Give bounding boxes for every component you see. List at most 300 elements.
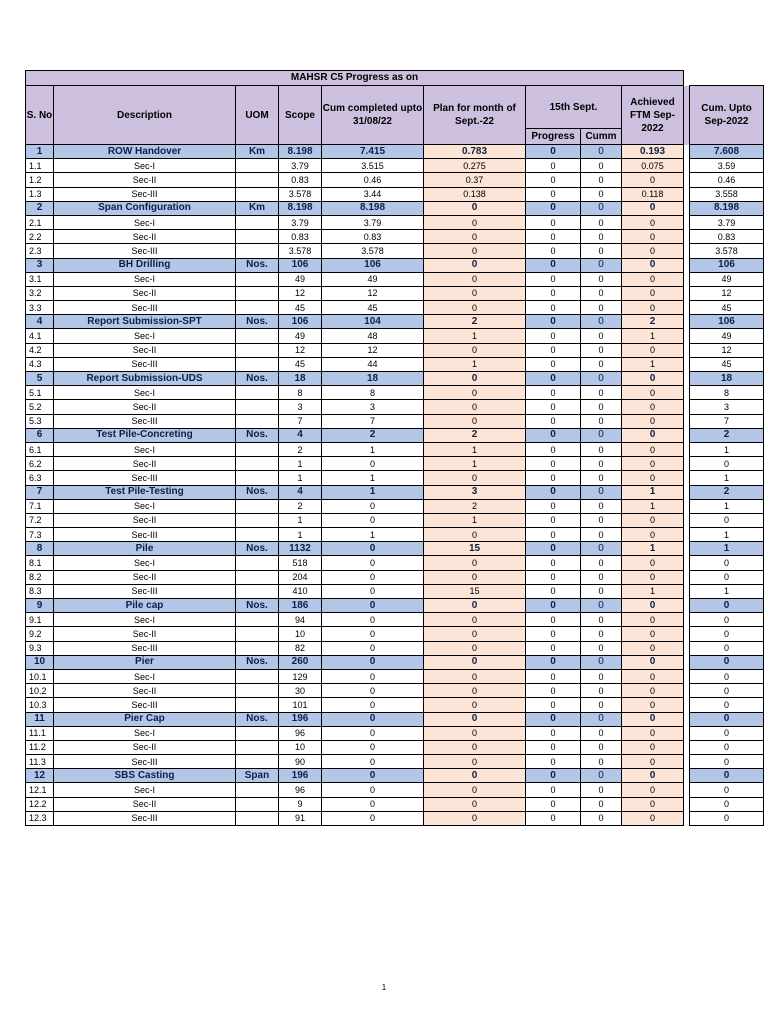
row-scope: 410 bbox=[279, 584, 322, 598]
row-uom bbox=[236, 627, 279, 641]
row-cum-upto: 49 bbox=[690, 272, 764, 286]
row-plan: 1 bbox=[424, 357, 526, 371]
item-cum-upto: 0 bbox=[690, 769, 764, 783]
row-cumm: 0 bbox=[581, 584, 622, 598]
row-cumm: 0 bbox=[581, 159, 622, 173]
row-achieved: 0 bbox=[622, 286, 684, 300]
row-cumm: 0 bbox=[581, 528, 622, 542]
table-row bbox=[26, 230, 764, 244]
row-scope: 1 bbox=[279, 513, 322, 527]
row-achieved: 0 bbox=[622, 684, 684, 698]
row-scope: 12 bbox=[279, 286, 322, 300]
row-uom bbox=[236, 797, 279, 811]
header-achieved: Achieved FTM Sep-2022 bbox=[622, 86, 684, 145]
row-cum-upto: 7 bbox=[690, 414, 764, 428]
row-plan: 0 bbox=[424, 740, 526, 754]
item-plan: 3 bbox=[424, 485, 526, 499]
item-uom: Km bbox=[236, 145, 279, 159]
row-scope: 518 bbox=[279, 556, 322, 570]
row-cum-upto: 3 bbox=[690, 400, 764, 414]
row-cum-completed: 12 bbox=[322, 286, 424, 300]
item-cum-completed: 2 bbox=[322, 428, 424, 442]
row-number: 12.1 bbox=[26, 783, 54, 797]
header-row bbox=[26, 86, 764, 129]
row-number: 5.1 bbox=[26, 386, 54, 400]
row-number: 5.3 bbox=[26, 414, 54, 428]
row-achieved: 0 bbox=[622, 740, 684, 754]
row-cumm: 0 bbox=[581, 357, 622, 371]
row-achieved: 0 bbox=[622, 442, 684, 456]
row-cumm: 0 bbox=[581, 244, 622, 258]
row-progress: 0 bbox=[526, 159, 581, 173]
row-cumm: 0 bbox=[581, 329, 622, 343]
row-cum-completed: 0 bbox=[322, 499, 424, 513]
item-cum-completed: 106 bbox=[322, 258, 424, 272]
row-uom bbox=[236, 442, 279, 456]
row-plan: 0 bbox=[424, 613, 526, 627]
row-cum-upto: 3.558 bbox=[690, 187, 764, 201]
row-number: 8.2 bbox=[26, 570, 54, 584]
table-row bbox=[26, 641, 764, 655]
row-progress: 0 bbox=[526, 329, 581, 343]
row-progress: 0 bbox=[526, 343, 581, 357]
item-description: Pile cap bbox=[54, 599, 236, 613]
item-scope: 8.198 bbox=[279, 145, 322, 159]
row-uom bbox=[236, 783, 279, 797]
progress-table bbox=[25, 70, 764, 826]
item-achieved: 0 bbox=[622, 769, 684, 783]
row-achieved: 1 bbox=[622, 329, 684, 343]
row-cumm: 0 bbox=[581, 343, 622, 357]
row-achieved: 0 bbox=[622, 528, 684, 542]
row-cum-upto: 0 bbox=[690, 684, 764, 698]
row-scope: 2 bbox=[279, 499, 322, 513]
table-row bbox=[26, 556, 764, 570]
item-cum-upto: 2 bbox=[690, 428, 764, 442]
row-scope: 94 bbox=[279, 613, 322, 627]
row-section: Sec-I bbox=[54, 442, 236, 456]
row-cumm: 0 bbox=[581, 698, 622, 712]
row-progress: 0 bbox=[526, 286, 581, 300]
row-uom bbox=[236, 698, 279, 712]
row-plan: 0 bbox=[424, 641, 526, 655]
item-cumm: 0 bbox=[581, 542, 622, 556]
row-cum-upto: 0 bbox=[690, 755, 764, 769]
item-cumm: 0 bbox=[581, 769, 622, 783]
item-cum-upto: 106 bbox=[690, 315, 764, 329]
row-plan: 0 bbox=[424, 471, 526, 485]
row-section: Sec-II bbox=[54, 343, 236, 357]
row-scope: 8 bbox=[279, 386, 322, 400]
row-cum-completed: 0 bbox=[322, 783, 424, 797]
item-scope: 186 bbox=[279, 599, 322, 613]
item-cumm: 0 bbox=[581, 145, 622, 159]
row-progress: 0 bbox=[526, 414, 581, 428]
row-section: Sec-III bbox=[54, 471, 236, 485]
item-achieved: 1 bbox=[622, 485, 684, 499]
item-plan: 0 bbox=[424, 599, 526, 613]
row-achieved: 0 bbox=[622, 669, 684, 683]
item-number: 9 bbox=[26, 599, 54, 613]
row-progress: 0 bbox=[526, 755, 581, 769]
row-uom bbox=[236, 329, 279, 343]
item-progress: 0 bbox=[526, 372, 581, 386]
row-scope: 82 bbox=[279, 641, 322, 655]
item-cum-completed: 0 bbox=[322, 599, 424, 613]
row-scope: 0.83 bbox=[279, 173, 322, 187]
row-plan: 0 bbox=[424, 556, 526, 570]
row-section: Sec-I bbox=[54, 726, 236, 740]
row-uom bbox=[236, 457, 279, 471]
row-cum-completed: 0 bbox=[322, 684, 424, 698]
row-progress: 0 bbox=[526, 400, 581, 414]
item-uom: Nos. bbox=[236, 372, 279, 386]
table-row bbox=[26, 272, 764, 286]
item-achieved: 0 bbox=[622, 599, 684, 613]
row-number: 12.2 bbox=[26, 797, 54, 811]
table-row bbox=[26, 797, 764, 811]
row-progress: 0 bbox=[526, 471, 581, 485]
row-cumm: 0 bbox=[581, 641, 622, 655]
row-scope: 1 bbox=[279, 528, 322, 542]
row-section: Sec-II bbox=[54, 513, 236, 527]
row-cum-upto: 0 bbox=[690, 783, 764, 797]
table-row bbox=[26, 726, 764, 740]
row-cumm: 0 bbox=[581, 684, 622, 698]
item-uom: Nos. bbox=[236, 712, 279, 726]
item-cum-upto: 2 bbox=[690, 485, 764, 499]
item-plan: 0.783 bbox=[424, 145, 526, 159]
item-plan: 0 bbox=[424, 769, 526, 783]
row-uom bbox=[236, 740, 279, 754]
row-cumm: 0 bbox=[581, 187, 622, 201]
item-achieved: 2 bbox=[622, 315, 684, 329]
row-progress: 0 bbox=[526, 613, 581, 627]
row-plan: 0 bbox=[424, 301, 526, 315]
row-cum-completed: 8 bbox=[322, 386, 424, 400]
row-cum-upto: 0 bbox=[690, 613, 764, 627]
item-cum-completed: 0 bbox=[322, 769, 424, 783]
item-number: 6 bbox=[26, 428, 54, 442]
row-number: 8.1 bbox=[26, 556, 54, 570]
row-scope: 1 bbox=[279, 471, 322, 485]
table-row bbox=[26, 329, 764, 343]
row-uom bbox=[236, 230, 279, 244]
item-description: Report Submission-SPT bbox=[54, 315, 236, 329]
row-plan: 1 bbox=[424, 513, 526, 527]
row-progress: 0 bbox=[526, 513, 581, 527]
row-plan: 0 bbox=[424, 669, 526, 683]
row-section: Sec-III bbox=[54, 244, 236, 258]
item-number: 8 bbox=[26, 542, 54, 556]
row-plan: 0 bbox=[424, 570, 526, 584]
row-achieved: 0 bbox=[622, 627, 684, 641]
row-progress: 0 bbox=[526, 215, 581, 229]
group-row bbox=[26, 201, 764, 215]
row-cum-completed: 0 bbox=[322, 797, 424, 811]
row-uom bbox=[236, 301, 279, 315]
group-row bbox=[26, 145, 764, 159]
row-achieved: 1 bbox=[622, 499, 684, 513]
row-cum-upto: 0 bbox=[690, 811, 764, 825]
table-row bbox=[26, 811, 764, 825]
row-number: 6.1 bbox=[26, 442, 54, 456]
row-progress: 0 bbox=[526, 584, 581, 598]
row-cum-completed: 3.515 bbox=[322, 159, 424, 173]
row-section: Sec-II bbox=[54, 797, 236, 811]
item-cumm: 0 bbox=[581, 201, 622, 215]
row-plan: 0 bbox=[424, 272, 526, 286]
row-cum-upto: 0 bbox=[690, 570, 764, 584]
row-uom bbox=[236, 386, 279, 400]
table-row bbox=[26, 386, 764, 400]
table-row bbox=[26, 627, 764, 641]
row-plan: 0 bbox=[424, 684, 526, 698]
row-progress: 0 bbox=[526, 783, 581, 797]
header-uom: UOM bbox=[236, 86, 279, 145]
row-progress: 0 bbox=[526, 357, 581, 371]
group-row bbox=[26, 712, 764, 726]
item-scope: 8.198 bbox=[279, 201, 322, 215]
group-row bbox=[26, 315, 764, 329]
table-row bbox=[26, 499, 764, 513]
row-uom bbox=[236, 471, 279, 485]
item-plan: 0 bbox=[424, 655, 526, 669]
row-section: Sec-I bbox=[54, 613, 236, 627]
header-progress: Progress bbox=[526, 129, 581, 145]
row-cumm: 0 bbox=[581, 400, 622, 414]
row-achieved: 0 bbox=[622, 613, 684, 627]
row-cumm: 0 bbox=[581, 471, 622, 485]
row-scope: 1 bbox=[279, 457, 322, 471]
item-cumm: 0 bbox=[581, 485, 622, 499]
row-scope: 204 bbox=[279, 570, 322, 584]
group-row bbox=[26, 599, 764, 613]
row-number: 11.3 bbox=[26, 755, 54, 769]
row-scope: 96 bbox=[279, 783, 322, 797]
item-progress: 0 bbox=[526, 655, 581, 669]
row-uom bbox=[236, 272, 279, 286]
row-scope: 3.79 bbox=[279, 215, 322, 229]
row-section: Sec-II bbox=[54, 627, 236, 641]
item-number: 11 bbox=[26, 712, 54, 726]
row-cumm: 0 bbox=[581, 230, 622, 244]
row-scope: 96 bbox=[279, 726, 322, 740]
row-achieved: 1 bbox=[622, 357, 684, 371]
row-number: 11.1 bbox=[26, 726, 54, 740]
row-cumm: 0 bbox=[581, 272, 622, 286]
row-section: Sec-II bbox=[54, 740, 236, 754]
item-description: Pier Cap bbox=[54, 712, 236, 726]
item-achieved: 0 bbox=[622, 712, 684, 726]
row-cumm: 0 bbox=[581, 627, 622, 641]
row-cum-upto: 0 bbox=[690, 726, 764, 740]
item-scope: 1132 bbox=[279, 542, 322, 556]
row-section: Sec-III bbox=[54, 187, 236, 201]
row-uom bbox=[236, 669, 279, 683]
row-plan: 0 bbox=[424, 400, 526, 414]
item-number: 3 bbox=[26, 258, 54, 272]
row-section: Sec-II bbox=[54, 400, 236, 414]
row-cumm: 0 bbox=[581, 215, 622, 229]
row-progress: 0 bbox=[526, 244, 581, 258]
item-plan: 0 bbox=[424, 201, 526, 215]
row-section: Sec-II bbox=[54, 684, 236, 698]
item-plan: 2 bbox=[424, 315, 526, 329]
row-progress: 0 bbox=[526, 726, 581, 740]
table-row bbox=[26, 528, 764, 542]
item-achieved: 0 bbox=[622, 201, 684, 215]
row-number: 1.2 bbox=[26, 173, 54, 187]
row-cum-completed: 45 bbox=[322, 301, 424, 315]
row-uom bbox=[236, 755, 279, 769]
item-progress: 0 bbox=[526, 599, 581, 613]
row-number: 11.2 bbox=[26, 740, 54, 754]
row-plan: 0 bbox=[424, 811, 526, 825]
table-row bbox=[26, 740, 764, 754]
group-row bbox=[26, 542, 764, 556]
row-progress: 0 bbox=[526, 556, 581, 570]
table-row bbox=[26, 159, 764, 173]
table-row bbox=[26, 783, 764, 797]
row-cumm: 0 bbox=[581, 457, 622, 471]
row-uom bbox=[236, 414, 279, 428]
row-cum-completed: 0 bbox=[322, 740, 424, 754]
row-number: 9.1 bbox=[26, 613, 54, 627]
group-row bbox=[26, 428, 764, 442]
table-row bbox=[26, 584, 764, 598]
row-cum-upto: 3.79 bbox=[690, 215, 764, 229]
group-row bbox=[26, 769, 764, 783]
row-scope: 45 bbox=[279, 301, 322, 315]
row-section: Sec-I bbox=[54, 499, 236, 513]
row-scope: 10 bbox=[279, 740, 322, 754]
row-achieved: 0 bbox=[622, 386, 684, 400]
row-section: Sec-I bbox=[54, 556, 236, 570]
row-scope: 3 bbox=[279, 400, 322, 414]
row-achieved: 0 bbox=[622, 457, 684, 471]
group-row bbox=[26, 258, 764, 272]
row-cum-completed: 3.44 bbox=[322, 187, 424, 201]
row-section: Sec-III bbox=[54, 755, 236, 769]
item-plan: 0 bbox=[424, 258, 526, 272]
row-cum-upto: 0 bbox=[690, 556, 764, 570]
row-plan: 0.37 bbox=[424, 173, 526, 187]
header-plan: Plan for month of Sept.-22 bbox=[424, 86, 526, 145]
row-plan: 0.138 bbox=[424, 187, 526, 201]
row-uom bbox=[236, 684, 279, 698]
row-uom bbox=[236, 641, 279, 655]
row-cum-completed: 0.46 bbox=[322, 173, 424, 187]
row-plan: 0 bbox=[424, 726, 526, 740]
row-scope: 45 bbox=[279, 357, 322, 371]
row-scope: 90 bbox=[279, 755, 322, 769]
table-row bbox=[26, 215, 764, 229]
row-scope: 3.578 bbox=[279, 244, 322, 258]
row-cum-upto: 0.46 bbox=[690, 173, 764, 187]
row-section: Sec-I bbox=[54, 159, 236, 173]
row-progress: 0 bbox=[526, 528, 581, 542]
row-section: Sec-II bbox=[54, 457, 236, 471]
row-progress: 0 bbox=[526, 457, 581, 471]
group-row bbox=[26, 372, 764, 386]
row-progress: 0 bbox=[526, 570, 581, 584]
row-number: 3.3 bbox=[26, 301, 54, 315]
item-cum-completed: 0 bbox=[322, 655, 424, 669]
row-scope: 7 bbox=[279, 414, 322, 428]
row-plan: 0 bbox=[424, 230, 526, 244]
item-cum-completed: 7.415 bbox=[322, 145, 424, 159]
item-progress: 0 bbox=[526, 315, 581, 329]
header-cum-completed: Cum completed upto 31/08/22 bbox=[322, 86, 424, 145]
row-uom bbox=[236, 343, 279, 357]
row-progress: 0 bbox=[526, 627, 581, 641]
item-scope: 196 bbox=[279, 769, 322, 783]
row-cumm: 0 bbox=[581, 301, 622, 315]
item-achieved: 0 bbox=[622, 372, 684, 386]
row-cumm: 0 bbox=[581, 669, 622, 683]
row-progress: 0 bbox=[526, 641, 581, 655]
row-cum-upto: 0 bbox=[690, 669, 764, 683]
item-progress: 0 bbox=[526, 145, 581, 159]
row-cum-upto: 45 bbox=[690, 357, 764, 371]
row-uom bbox=[236, 499, 279, 513]
row-cum-completed: 7 bbox=[322, 414, 424, 428]
item-cum-completed: 8.198 bbox=[322, 201, 424, 215]
row-number: 8.3 bbox=[26, 584, 54, 598]
table-row bbox=[26, 471, 764, 485]
row-cum-upto: 49 bbox=[690, 329, 764, 343]
item-uom: Nos. bbox=[236, 428, 279, 442]
row-section: Sec-II bbox=[54, 570, 236, 584]
row-uom bbox=[236, 811, 279, 825]
table-row bbox=[26, 698, 764, 712]
row-cumm: 0 bbox=[581, 740, 622, 754]
row-achieved: 0 bbox=[622, 797, 684, 811]
title-row bbox=[26, 71, 764, 86]
row-section: Sec-I bbox=[54, 329, 236, 343]
item-achieved: 0 bbox=[622, 428, 684, 442]
row-achieved: 0 bbox=[622, 230, 684, 244]
item-description: Pile bbox=[54, 542, 236, 556]
row-section: Sec-II bbox=[54, 173, 236, 187]
row-cum-completed: 48 bbox=[322, 329, 424, 343]
row-achieved: 0 bbox=[622, 641, 684, 655]
row-section: Sec-III bbox=[54, 584, 236, 598]
row-uom bbox=[236, 357, 279, 371]
row-cumm: 0 bbox=[581, 755, 622, 769]
row-number: 10.3 bbox=[26, 698, 54, 712]
row-number: 4.2 bbox=[26, 343, 54, 357]
row-achieved: 0 bbox=[622, 783, 684, 797]
item-uom: Nos. bbox=[236, 599, 279, 613]
row-plan: 0 bbox=[424, 386, 526, 400]
item-description: SBS Casting bbox=[54, 769, 236, 783]
row-scope: 9 bbox=[279, 797, 322, 811]
table-row bbox=[26, 669, 764, 683]
row-cum-upto: 0 bbox=[690, 627, 764, 641]
item-cum-upto: 1 bbox=[690, 542, 764, 556]
row-section: Sec-I bbox=[54, 783, 236, 797]
row-cum-upto: 45 bbox=[690, 301, 764, 315]
item-description: Span Configuration bbox=[54, 201, 236, 215]
row-number: 1.3 bbox=[26, 187, 54, 201]
row-achieved: 0 bbox=[622, 272, 684, 286]
row-achieved: 0 bbox=[622, 726, 684, 740]
row-cum-completed: 0 bbox=[322, 698, 424, 712]
item-uom: Km bbox=[236, 201, 279, 215]
item-cumm: 0 bbox=[581, 428, 622, 442]
